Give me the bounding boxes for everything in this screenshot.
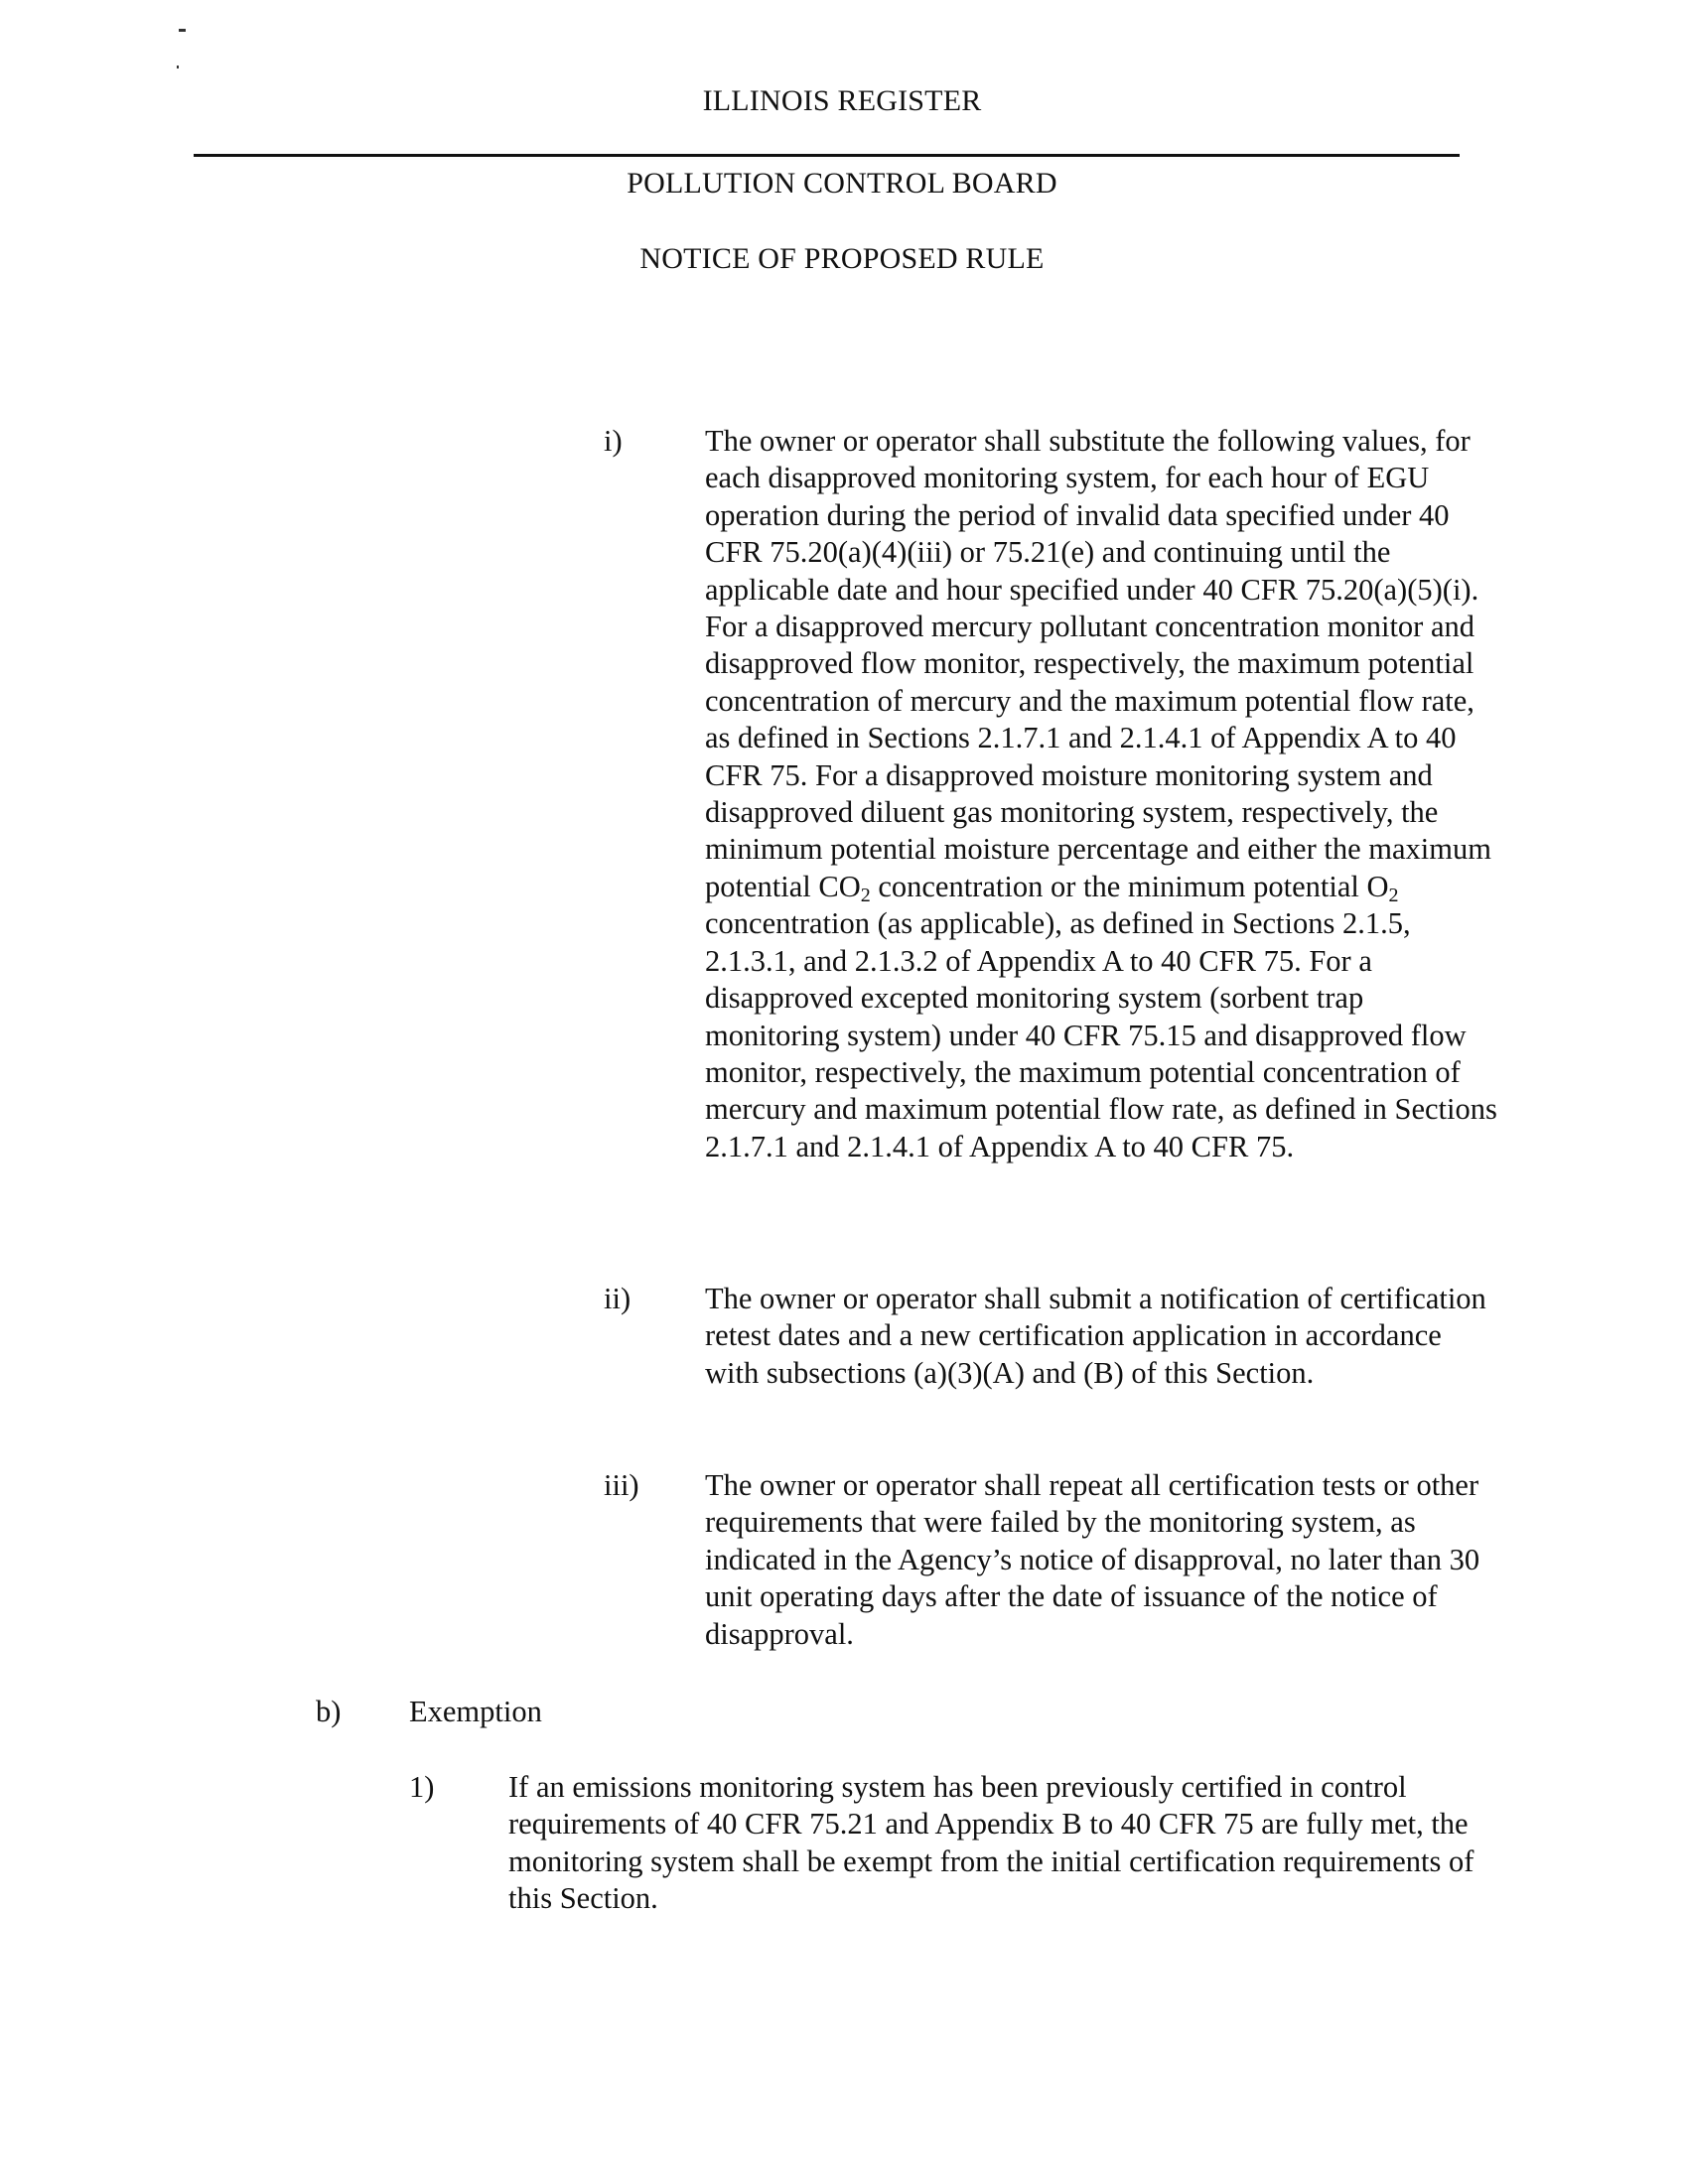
register-title: ILLINOIS REGISTER bbox=[702, 84, 982, 117]
scan-speck bbox=[177, 66, 179, 68]
item-label: i) bbox=[604, 424, 623, 458]
item-text: The owner or operator shall submit a notification of certification retest dates and a new certification application in accordance with subsections (a)(3)(A) and (B) of this Section. bbox=[705, 1282, 1486, 1390]
subitem-text: If an emissions monitoring system has been previously certified in control requirements of 40 CFR 75.21 and Appendix B to 40 CFR 75 are fully met, the monitoring system shall be exempt from the initial certification requirements of this Section. bbox=[508, 1770, 1474, 1916]
item-label: ii) bbox=[604, 1282, 632, 1315]
item-text: The owner or operator shall substitute the following values, for each disapproved monitoring system, for each hour of EGU operation during the period of invalid data specified under 40 CFR 75.20(a)(4)(iii) or 75.21(e) and continuing until the applicable date and hour specified under 40 CFR 75.20(a)(5)(i). For a disapproved mercury pollutant concentration monitor and disapproved flow monitor, respectively, the maximum potential concentration of mercury and the maximum potential flow rate, as defined in Sections 2.1.7.1 and 2.1.4.1 of Appendix A to 40 CFR 75. For a disapproved moisture monitoring system and disapproved diluent gas monitoring system, respectively, the minimum potential moisture percentage and either the maximum potential $CO_2$ concentration or the minimum potential $O_2$ concentration (as applicable), as defined in Sections 2.1.5, 2.1.3.1, and 2.1.3.2 of Appendix A to 40 CFR 75. For a disapproved excepted monitoring system (sorbent trap monitoring system) under 40 CFR 75.15 and disapproved flow monitor, respectively, the maximum potential concentration of mercury and maximum potential flow rate, as defined in Sections 2.1.7.1 and 2.1.4.1 of Appendix A to 40 CFR 75. bbox=[705, 424, 1497, 1163]
item-text: The owner or operator shall repeat all certification tests or other requirements that were failed by the monitoring system, as indicated in the Agency’s notice of disapproval, no later than 30 unit operating days after the date of issuance of the notice of disapproval. bbox=[705, 1468, 1480, 1651]
notice-title: NOTICE OF PROPOSED RULE bbox=[639, 242, 1045, 275]
section-heading: Exemption bbox=[409, 1695, 542, 1728]
header-rule bbox=[194, 154, 1460, 157]
board-name: POLLUTION CONTROL BOARD bbox=[627, 167, 1057, 200]
subitem-label: 1) bbox=[409, 1770, 435, 1804]
item-label: iii) bbox=[604, 1468, 639, 1502]
scan-speck bbox=[179, 29, 186, 32]
section-label: b) bbox=[316, 1695, 342, 1728]
